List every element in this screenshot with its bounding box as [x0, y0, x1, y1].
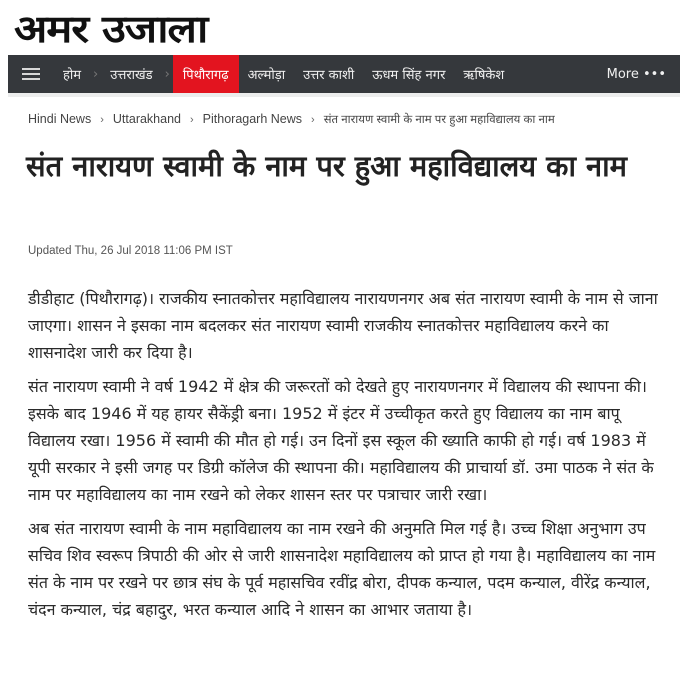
- site-logo[interactable]: अमर उजाला: [14, 7, 208, 51]
- chevron-right-icon: ›: [100, 114, 104, 126]
- chevron-right-icon: ›: [93, 66, 99, 82]
- nav-item-uttarakhand[interactable]: उत्तराखंड: [110, 68, 153, 83]
- nav-item-udham-singh-nagar[interactable]: ऊधम सिंह नगर: [372, 68, 446, 83]
- article-body: [28, 285, 668, 630]
- main-nav: [8, 55, 680, 93]
- article-paragraph: अब संत नारायण स्वामी के नाम महाविद्यालय का नाम रखने की अनुमति मिल गई है। उच्च शिक्षा अनुभाग उप सचिव शिव स्वरूप त्रिपाठी की ओर से जारी शासनादेश महाविद्यालय को प्राप्त हो गया है। महाविद्यालय का नाम संत के नाम पर रखने पर छात्र संघ के पूर्व महासचिव रवींद्र बोरा, दीपक कन्याल, पदम कन्याल, वीरेंद्र कन्याल, चंदन कन्याल, चंद्र बहादुर, भरत कन्याल आदि ने शासन का आभार जताया है।: [28, 519, 656, 619]
- article-paragraph: संत नारायण स्वामी ने वर्ष 1942 में क्षेत्र की जरूरतों को देखते हुए नारायणनगर में विद्यालय की स्थापना की। इसके बाद 1946 में यह हायर सैकेंड्री बना। 1952 में इंटर में उच्चीकृत करते हुए विद्यालय का नाम बापू विद्यालय रखा। 1956 में स्वामी की मौत हो गई। उन दिनों इस स्कूल की ख्याति काफी हो गई। वर्ष 1983 में यूपी सरकार ने इसी जगह पर डिग्री कॉलेज की स्थापना की। महाविद्यालय की प्राचार्या डॉ. उमा पाठक ने संत के नाम पर महाविद्यालय का नाम रखने को लेकर शासन स्तर पर पत्राचार जारी रखा।: [28, 377, 654, 504]
- article-title: संत नारायण स्वामी के नाम पर हुआ महाविद्यालय का नाम: [26, 149, 628, 183]
- updated-timestamp: Updated Thu, 26 Jul 2018 11:06 PM IST: [28, 245, 233, 257]
- chevron-right-icon: ›: [164, 66, 170, 82]
- nav-more-button[interactable]: More •••: [606, 66, 666, 82]
- nav-item-home[interactable]: होम: [63, 68, 82, 83]
- nav-item-pithoragarh[interactable]: पिथौरागढ़: [173, 55, 239, 93]
- article-paragraph: डीडीहाट (पिथौरागढ़)। राजकीय स्नातकोत्तर महाविद्यालय नारायणनगर अब संत नारायण स्वामी के नाम से जाना जाएगा। शासन ने इसका नाम बदलकर संत नारायण स्वामी राजकीय स्नातकोत्तर महाविद्यालय करने का शासनादेश जारी कर दिया है।: [28, 289, 658, 362]
- nav-item-rishikesh[interactable]: ऋषिकेश: [463, 68, 505, 83]
- nav-item-almora[interactable]: अल्मोड़ा: [247, 68, 286, 83]
- nav-divider: [8, 93, 680, 97]
- chevron-right-icon: ›: [190, 114, 194, 126]
- hamburger-menu-icon[interactable]: [22, 68, 40, 80]
- breadcrumb: [28, 112, 555, 127]
- nav-item-uttarkashi[interactable]: उत्तर काशी: [303, 68, 355, 83]
- chevron-right-icon: ›: [311, 114, 315, 126]
- breadcrumb-pithoragarh-news[interactable]: Pithoragarh News: [202, 112, 303, 126]
- breadcrumb-uttarakhand[interactable]: Uttarakhand: [112, 112, 181, 126]
- breadcrumb-current: संत नारायण स्वामी के नाम पर हुआ महाविद्यालय का नाम: [323, 114, 555, 126]
- breadcrumb-hindi-news[interactable]: Hindi News: [28, 112, 92, 126]
